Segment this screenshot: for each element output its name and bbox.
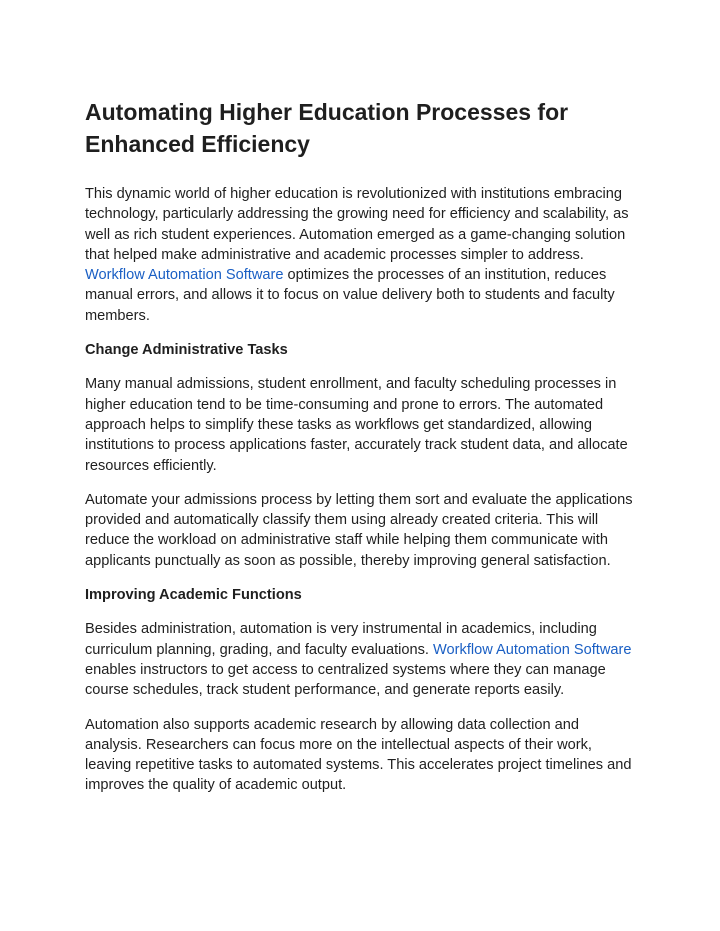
academic-paragraph-2: Automation also supports academic research by allowing data collection and analysis. Researchers can focus more on the intellectual aspects of their work, leaving repetitive tasks to automated systems. This accelerates project timelines and improves the quality of academic output. — [85, 716, 632, 794]
academic-text-after: enables instructors to get access to centralized systems where they can manage course schedules, track student performance, and generate reports easily. — [85, 661, 606, 699]
document-title: Automating Higher Education Processes for Enhanced Efficiency — [85, 99, 569, 157]
intro-text-after: optimizes the processes of an institution, reduces manual errors, and allows it to focus on value delivery both to students and faculty members. — [85, 267, 615, 324]
intro-text-before: This dynamic world of higher education is revolutionized with institutions embracing technology, particularly addressing the growing need for efficiency and scalability, as well as rich student experiences. Automation emerged as a game-changing solution that helped make administrative and academic processes simpler to address. — [85, 186, 629, 263]
academic-text-before: Besides administration, automation is very instrumental in academics, including curriculum planning, grading, and faculty evaluations. — [85, 621, 597, 658]
intro-paragraph — [85, 184, 634, 326]
administrative-paragraph-2: Automate your admissions process by letting them sort and evaluate the applications provided and automatically classify them using already created criteria. This will reduce the workload on administrative staff while helping them communicate with applicants punctually as soon as possible, thereby improving general satisfaction. — [85, 491, 633, 569]
section-heading-administrative: Change Administrative Tasks — [85, 342, 288, 359]
workflow-automation-link-2[interactable]: Workflow Automation Software — [433, 641, 632, 658]
section-heading-academic: Improving Academic Functions — [85, 587, 302, 604]
academic-paragraph-1 — [85, 619, 634, 700]
administrative-paragraph-1: Many manual admissions, student enrollment, and faculty scheduling processes in higher education tend to be time-consuming and prone to errors. The automated approach helps to simplify these tasks as workflows get standardized, allowing institutions to process applications faster, accurately track student data, and allocate resources efficiently. — [85, 376, 628, 474]
workflow-automation-link-1[interactable]: Workflow Automation Software — [85, 267, 284, 284]
